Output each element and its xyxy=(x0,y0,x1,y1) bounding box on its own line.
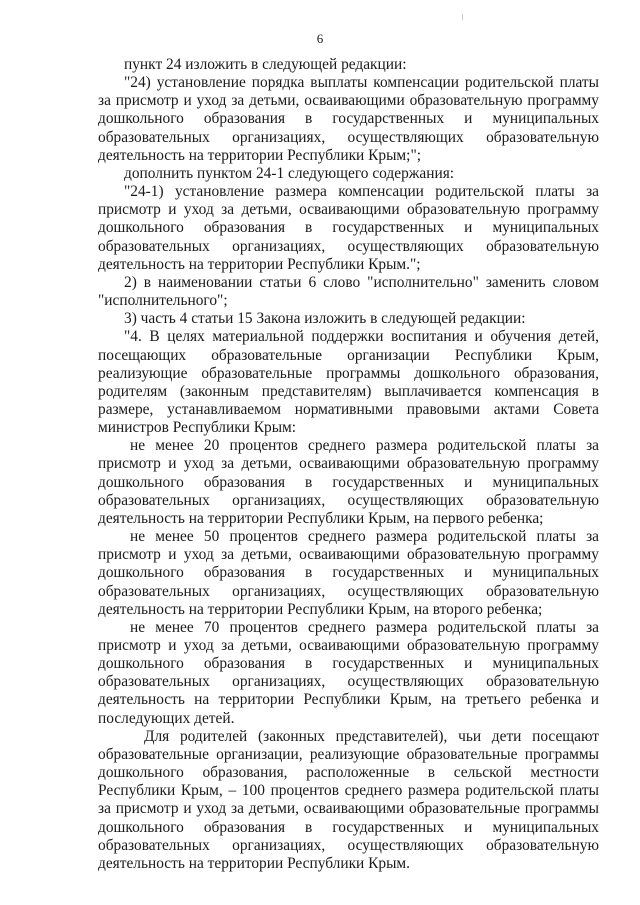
paragraph-item-24-intro: пункт 24 изложить в следующей редакции: xyxy=(124,56,407,73)
scan-mark xyxy=(462,14,463,20)
paragraph-second-child: не менее 50 процентов среднего размера родительской платы за присмотр и уход за детьми, осваивающими образовательную программу дошкольного образования в государственных и муниципальных образовательных организациях, осуществляющих образовательную деятельность на территории Республики Крым, на второго ребенка; xyxy=(98,528,599,618)
paragraph-item-24-1-intro: дополнить пунктом 24-1 следующего содержания: xyxy=(124,164,455,182)
paragraph-item-24-1-text: "24-1) установление размера компенсации родительской платы за присмотр и уход за детьми, осваивающими образовательную программу дошкольного образования в государственных и муниципальных образовательных организациях, осуществляющих образовательную деятельность на территории Республики Крым."; xyxy=(98,183,599,273)
paragraph-article-6-rename: 2) в наименовании статьи 6 слово "исполнительно" заменить словом "исполнительного"; xyxy=(98,273,599,310)
document-body xyxy=(98,56,599,873)
paragraph-third-child: не менее 70 процентов среднего размера родительской платы за присмотр и уход за детьми, осваивающими образовательную программу дошкольного образования в государственных и муниципальных образовательных организациях, осуществляющих образовательную деятельность на территории Республики Крым, на третьего ребенка и последующих детей. xyxy=(98,618,599,727)
paragraph-first-child: не менее 20 процентов среднего размера родительской платы за присмотр и уход за детьми, осваивающими образовательную программу дошкольного образования в государственных и муниципальных образовательных организациях, осуществляющих образовательную деятельность на территории Республики Крым, на первого ребенка; xyxy=(98,437,599,527)
page-number: 6 xyxy=(316,31,324,46)
paragraph-rural-parents: Для родителей (законных представителей), чьи дети посещают образовательные организации, реализующие образовательные программы дошкольного образования, расположенные в сельской местности Республики Крым, – 100 процентов среднего размера родительской платы за присмотр и уход за детьми, осваивающими образовательные программы дошкольного образования в государственных и муниципальных образовательных организациях, осуществляющих образовательную деятельность на территории Республики Крым. xyxy=(98,727,599,872)
paragraph-article-15-intro: 3) часть 4 статьи 15 Закона изложить в следующей редакции: xyxy=(124,310,526,328)
paragraph-item-24-text: "24) установление порядка выплаты компенсации родительской платы за присмотр и уход за детьми, осваивающими образовательную программу дошкольного образования в государственных и муниципальных образовательных организациях, осуществляющих образовательную деятельность на территории Республики Крым;"; xyxy=(98,74,599,164)
paragraph-article-15-part-4: "4. В целях материальной поддержки воспитания и обучения детей, посещающих образовательные организации Республики Крым, реализующие образовательные программы дошкольного образования, родителям (законным представителям) выплачивается компенсация в размере, устанавливаемом нормативными правовыми актами Совета министров Республики Крым: xyxy=(98,328,599,437)
